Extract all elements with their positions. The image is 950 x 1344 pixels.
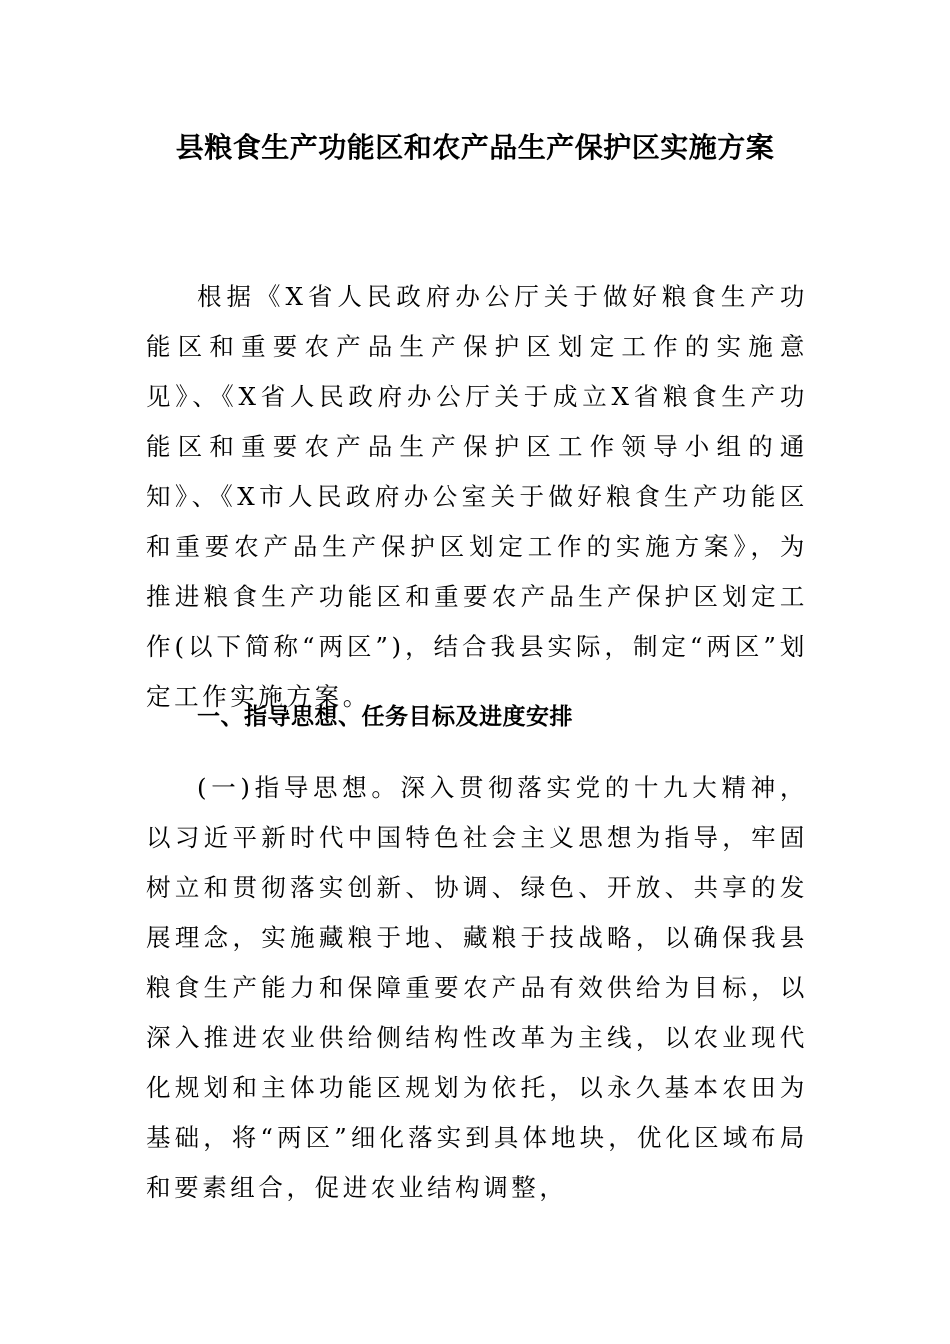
document-title: 县粮食生产功能区和农产品生产保护区实施方案 [175,131,775,164]
section-heading: 一、指导思想、任务目标及进度安排 [197,704,573,730]
intro-paragraph: 根据《X省人民政府办公厅关于做好粮食生产功能区和重要农产品生产保护区划定工作的实施意见》、《X省人民政府办公厅关于成立X省粮食生产功能区和重要农产品生产保护区工作领导小组的通知》、《X市人民政府办公室关于做好粮食生产功能区和重要农产品生产保护区划定工作的实施方案》，为推进粮食生产功能区和重要农产品生产保护区划定工作(以下简称“两区”)，结合我县实际，制定“两区”划定工作实施方案。 [146,282,808,711]
guiding-ideology-paragraph: (一)指导思想。深入贯彻落实党的十九大精神，以习近平新时代中国特色社会主义思想为指导，牢固树立和贯彻落实创新、协调、绿色、开放、共享的发展理念，实施藏粮于地、藏粮于技战略，以确保我县粮食生产能力和保障重要农产品有效供给为目标，以深入推进农业供给侧结构性改革为主线，以农业现代化规划和主体功能区规划为依托，以永久基本农田为基础，将“两区”细化落实到具体地块，优化区域布局和要素组合，促进农业结构调整， [146,773,808,1202]
